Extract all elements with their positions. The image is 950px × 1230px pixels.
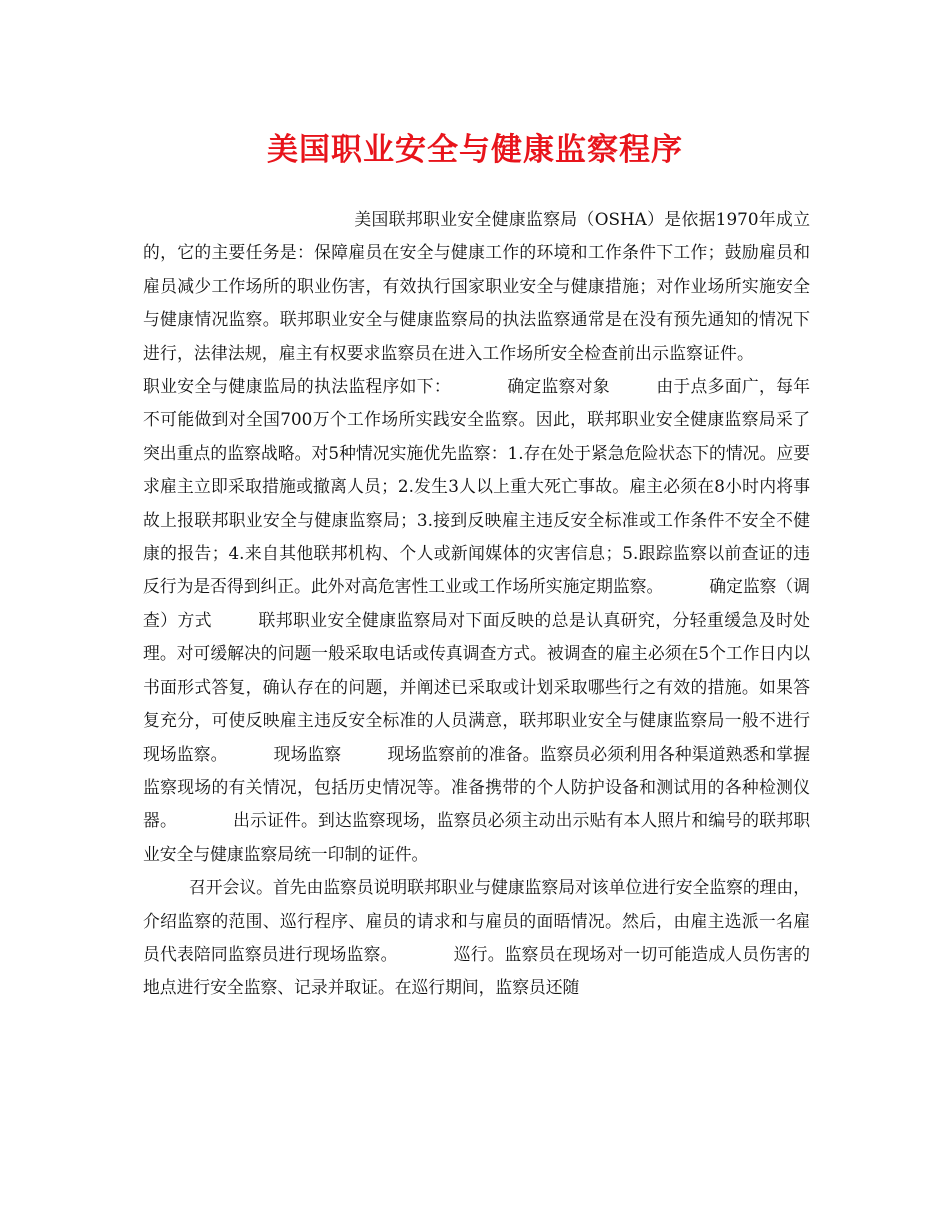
method-text: 联邦职业安全健康监察局对下面反映的总是认真研究，分轻重缓急及时处理。对可缓解决的问题一般采取电话或传真调查方式。被调查的雇主必须在5个工作日内以书面形式答复，确认存在的问题，并阐述已采取或计划采取哪些行之有效的措施。如果答复充分，可使反映雇主违反安全标准的人员满意，联邦职业安全与健康监察局一般不进行现场监察。 [143,609,810,764]
meeting-text: 召开会议。首先由监察员说明联邦职业与健康监察局对该单位进行安全监察的理由，介绍监察的范围、巡行程序、雇员的请求和与雇员的面晤情况。然后，由雇主选派一名雇员代表陪同监察员进行现场监察。 [143,877,810,964]
heading-target: 确定监察对象 [506,376,610,397]
prep-text: 现场监察前的准备。监察员必须利用各种渠道熟悉和掌握监察现场的有关情况，包括历史情况等。准备携带的个人防护设备和测试用的各种检测仪器。 [143,743,810,831]
target-text: 由于点多面广，每年不可能做到对全国700万个工作场所实践安全监察。因此，联邦职业安全健康监察局采了突出重点的监察战略。对5种情况实施优先监察：1.存在处于紧急危险状态下的情况。应要求雇主立即采取措施或撤离人员；2.发生3人以上重大死亡事故。雇主必须在8小时内将事故上报联邦职业安全与健康监察局；3.接到反映雇主违反安全标准或工作条件不安全不健康的报告；4.来自其他联邦机构、个人或新闻媒体的灾害信息；5.跟踪监察以前查证的违反行为是否得到纠正。此外对高危害性工业或工作场所实施定期监察。 [143,376,810,597]
body-paragraph-2 [143,871,810,1005]
intro-text: 美国联邦职业安全健康监察局（OSHA）是依据1970年成立的，它的主要任务是：保障雇员在安全与健康工作的环境和工作条件下工作；鼓励雇员和雇员减少工作场所的职业伤害，有效执行国家职业安全与健康措施；对作业场所实施安全与健康情况监察。联邦职业安全与健康监察局的执法监察通常是在没有预先通知的情况下进行，法律法规，雇主有权要求监察员在进入工作场所安全检查前出示监察证件。 [143,209,810,363]
procedure-intro: 职业安全与健康监局的执法监程序如下： [143,376,451,397]
document-body [143,203,810,1005]
patrol-text: 巡行。监察员在现场对一切可能造成人员伤害的地点进行安全监察、记录并取证。在巡行期间，监察员还随 [143,943,810,998]
document-title: 美国职业安全与健康监察程序 [267,132,683,168]
credential-text: 出示证件。到达监察现场，监察员必须主动出示贴有本人照片和编号的联邦职业安全与健康监察局统一印制的证件。 [143,810,810,864]
heading-method: 确定监察（调查）方式 [143,576,810,630]
body-paragraph-1 [143,203,810,871]
heading-onsite: 现场监察 [273,743,342,764]
